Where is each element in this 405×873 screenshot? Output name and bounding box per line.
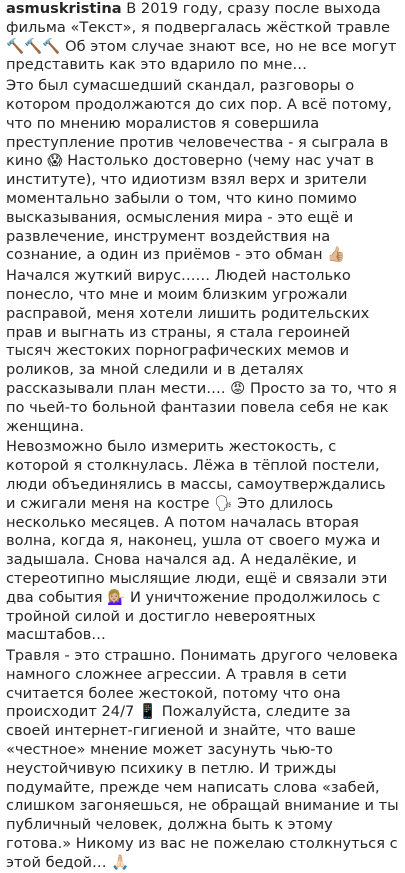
caption-paragraph-4: Невозможно было измерить жестокость, с которой я столкнулась. Лёжа в тёплой постели, люди объединялись в массы, самоутверждались и сжигали меня на костре 🗣 Это длилось несколько месяцев. А потом началась вторая волна, когда я, наконец, ушла от своего мужа и задышала. Снова начался ад. А недалёкие, и стереотипно мыслящие люди, ещё и связали эти два события 💁🏼‍♀️ И уничтожение продолжилось с тройной силой и достигло невероятных масштабов… — [6, 438, 388, 644]
caption-paragraph-2: Это был сумасшедший скандал, разговоры о котором продолжаются до сих пор. А всё потому, что по мнению моралистов я совершила преступление против человечества - я сыграла в кино 😱 Настолько достоверно (чему нас учат в институте), что идиотизм взял верх и зрители моментально забыли о том, что кино помимо высказывания, осмысления мира - это ещё и развлечение, инструмент воздействия на сознание, а один из приёмов - это обман 👍🏼 — [6, 77, 392, 264]
caption-paragraph-5: Травля - это страшно. Понимать другого человека намного сложнее агрессии. А травля в сети считается более жестокой, потому что она происходит 24/7 📱 Пожалуйста, следите за своей интернет-гигиеной и знайте, что ваше «честное» мнение может засунуть чью-то неустойчивую психику в петлю. И трижды подумайте, прежде чем написать слова «забей, слишком загоняешься, не обращай внимание и ты публичный человек, должна быть к этому готова.» Никому из вас не пожелаю столкнуться с этой бедой… 🙏🏻 — [6, 647, 399, 871]
caption-paragraph-3: Начался жуткий вирус…… Людей настолько понесло, что мне и моим близким угрожали расправой, меня хотели лишить родительских прав и выгнать из страны, я стала героиней тысяч жестоких порнографических мемов и роликов, за мной следили и в деталях рассказывали план мести…. 😡 Просто за то, что я по чьей-то больной фантазии повела себя не как женщина. — [6, 267, 397, 435]
caption-text-1: В 2019 году, сразу после выхода фильма «Текст», я подвергалась жёсткой травле 🔨🔨🔨 Об этом случае знают все, но не все могут представить как это вдарило по мне… — [6, 0, 397, 74]
caption-paragraph-1 — [6, 0, 399, 75]
username-link[interactable]: asmuskristina — [6, 0, 122, 17]
